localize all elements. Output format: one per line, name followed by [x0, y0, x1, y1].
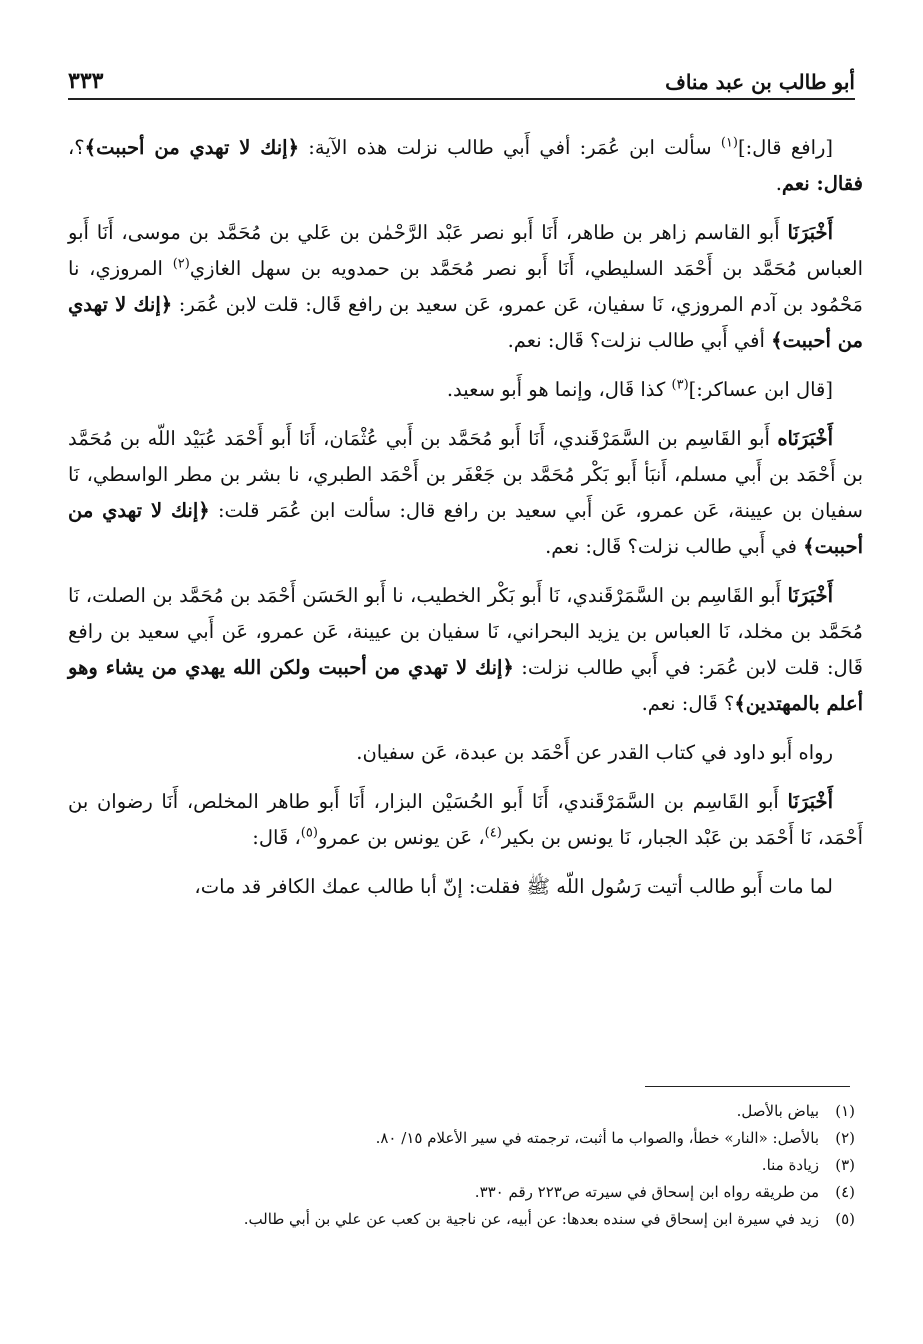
bold-text: أَخْبَرَنَا [787, 790, 833, 813]
text-segment: أَبو القاسم زاهر بن طاهر، أَنَا أَبو نصر عَبْد الرَّحْمٰن بن عَلي بن مُحَمَّد بن موسى، أَنَا أَبو العباس مُحَمَّد بن أَحْمَد السليطي، أَنَا أَبو نصر مُحَمَّد بن حمدويه بن سهل الغازي [68, 221, 863, 280]
text-segment: في أَبي طالب نزلت؟ قَال: نعم. [545, 535, 804, 558]
text-segment: [رافع قال:] [737, 136, 834, 159]
text-segment: ؟، [68, 136, 85, 159]
text-segment: كذا قَال، وإنما هو أَبو سعيد. [446, 378, 672, 401]
paragraph [68, 869, 863, 905]
footnote-text: بالأصل: «النار» خطأ، والصواب ما أثبت، ترجمته في سير الأعلام ١٥/ ٨٠. [375, 1129, 819, 1147]
bold-text: أَخْبَرَنَا [787, 584, 833, 607]
text-segment: سألت ابن عُمَر: أفي أَبي طالب نزلت هذه الآية: [299, 136, 721, 159]
main-text [68, 130, 863, 918]
footnote-text: بياض بالأصل. [736, 1102, 819, 1120]
footnote-ref: (٢) [172, 256, 190, 272]
text-segment: ، قَال: [252, 826, 301, 849]
paragraph [68, 578, 863, 722]
footnote-number: (٢) [835, 1129, 855, 1147]
bold-text: ﴿إنك لا تهدي من أحببت﴾ [68, 499, 863, 558]
paragraph [68, 784, 863, 856]
footnote-number: (٣) [835, 1156, 855, 1174]
bold-text: ﴿إنك لا تهدي من أحببت ولكن الله يهدي من يشاء وهو أعلم بالمهتدين﴾ [68, 656, 863, 715]
header-rule [68, 98, 855, 100]
text-segment: أَبو القَاسِم بن السَّمَرْقَندي، نَا أَبو بَكْر الخطيب، نا أَبو الحَسَن أَحْمَد بن مُحَمَّد بن الصلت، نَا مُحَمَّد بن مخلد، نَا العباس بن يزيد البحراني، نَا سفيان بن عيينة، عَن عمرو، عَن أَبي سعيد بن رافع قَال: قلت لابن عُمَر: في أَبي طالب نزلت: [68, 584, 863, 679]
paragraph [68, 372, 863, 408]
text-segment: . [775, 172, 782, 195]
paragraph [68, 215, 863, 359]
footnote-text: زيادة منا. [761, 1156, 819, 1174]
text-segment: رواه أَبو داود في كتاب القدر عن أَحْمَد بن عبدة، عَن سفيان. [356, 741, 833, 764]
footnote-ref: (٤) [484, 825, 502, 841]
paragraph [68, 130, 863, 202]
footnote [68, 1152, 855, 1179]
footnote-rule [645, 1086, 850, 1087]
text-segment: المروزي، نا مَحْمُود بن آدم المروزي، نَا سفيان، عَن عمرو، عَن سعيد بن رافع قَال: قلت لابن عُمَر: [68, 257, 863, 316]
footnote-text: من طريقه رواه ابن إسحاق في سيرته ص٢٢٣ رقم ٣٣٠. [474, 1183, 819, 1201]
footnote [68, 1179, 855, 1206]
footnote-text: زيد في سيرة ابن إسحاق في سنده بعدها: عن أبيه، عن ناجية بن كعب عن علي بن أبي طالب. [243, 1210, 819, 1228]
text-segment: أفي أَبي طالب نزلت؟ قَال: نعم. [507, 329, 772, 352]
bold-text: فقال: نعم [781, 172, 863, 195]
text-segment: [قال ابن عساكر:] [688, 378, 833, 401]
text-segment: ؟ قَال: نعم. [641, 692, 735, 715]
footnote-ref: (١) [720, 135, 738, 151]
footnotes [68, 1098, 855, 1233]
footnote [68, 1098, 855, 1125]
footnote-number: (١) [835, 1102, 855, 1120]
footnote-ref: (٥) [300, 825, 318, 841]
bold-text: ﴿إنك لا تهدي من أحببت﴾ [68, 293, 863, 352]
text-segment: لما مات أَبو طالب أتيت رَسُول اللّه ﷺ فقلت: إنّ أبا طالب عمك الكافر قد مات، [194, 875, 833, 898]
page-header [68, 60, 855, 94]
text-segment: أَبو القَاسِم بن السَّمَرْقَندي، أَنَا أَبو مُحَمَّد بن أَبي عُثْمَان، أَنَا أَبو أَحْمَد عُبَيْد اللّه بن مُحَمَّد بن أَحْمَد بن أَبي مسلم، أَنبَأ أَبو بَكْر مُحَمَّد بن جَعْفَر بن أَحْمَد الطبري، نا بشر بن مطر الواسطي، نَا سفيان بن عيينة، عَن عمرو، عَن أَبي سعيد بن رافع قال: سألت ابن عُمَر قلت: [68, 427, 863, 522]
footnote-number: (٤) [835, 1183, 855, 1201]
running-head: أبو طالب بن عبد مناف [665, 70, 855, 94]
bold-text: ﴿إنك لا تهدي من أحببت﴾ [84, 136, 300, 159]
paragraph [68, 735, 863, 771]
bold-text: أَخْبَرَنَا [787, 221, 833, 244]
page-number: ٣٣٣ [68, 68, 104, 94]
bold-text: أَخْبَرَنَاه [777, 427, 834, 450]
paragraph [68, 421, 863, 565]
footnote-ref: (٣) [671, 377, 689, 393]
text-segment: ، عَن يونس بن عمرو [317, 826, 485, 849]
text-segment: أَبو القَاسِم بن السَّمَرْقَندي، أَنَا أَبو الحُسَيْن البزار، أَنَا أَبو طاهر المخلص، أَنَا رضوان بن أَحْمَد، نَا أَحْمَد بن عَبْد الجبار، نَا يونس بن بكير [68, 790, 863, 849]
footnote [68, 1125, 855, 1152]
footnote-number: (٥) [835, 1210, 855, 1228]
footnote [68, 1206, 855, 1233]
